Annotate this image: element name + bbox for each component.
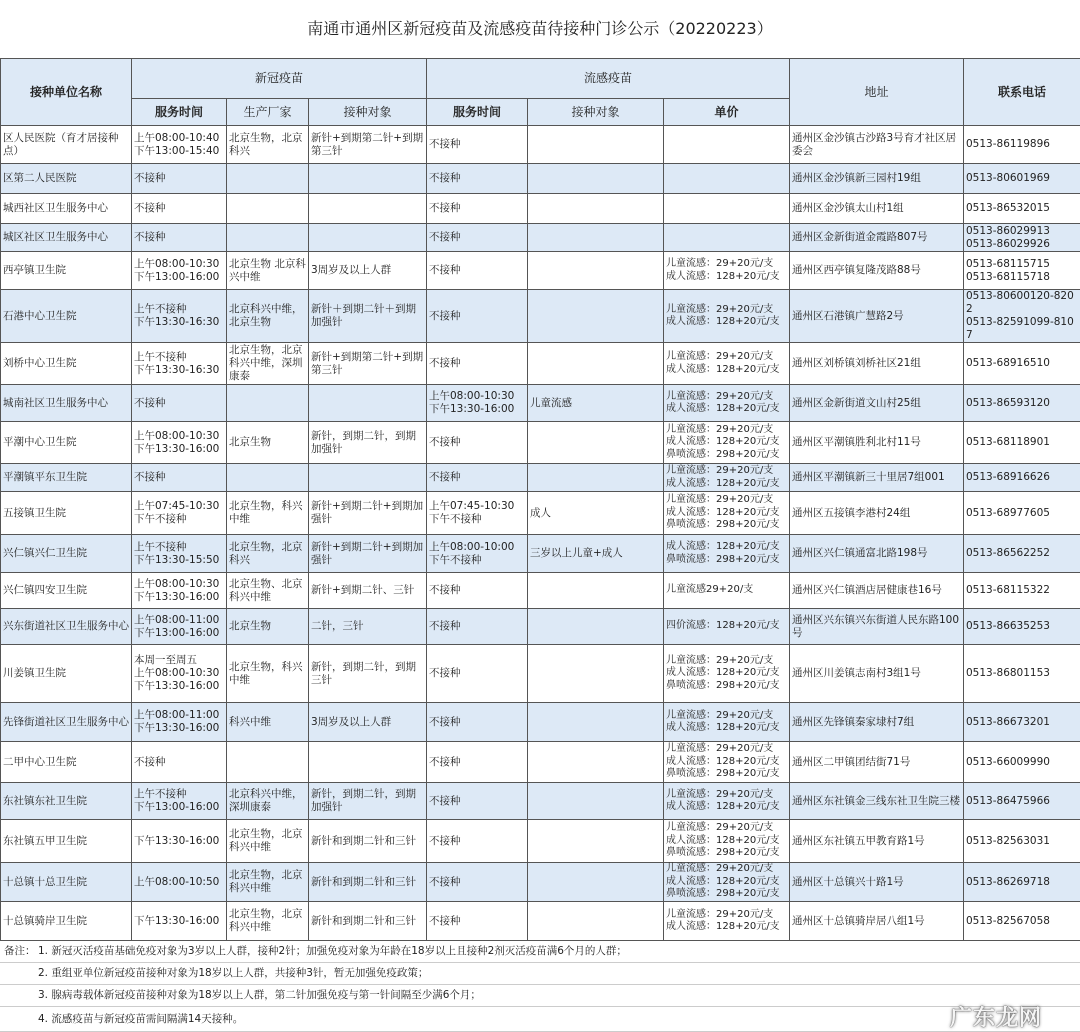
cell-covid-target — [309, 385, 427, 422]
cell-covid-time: 下午13:30-16:00 — [132, 902, 227, 941]
table-row — [1, 385, 1080, 422]
cell-flu-time: 上午08:00-10:00 下午不接种 — [427, 535, 528, 573]
notes-section — [0, 941, 1080, 1032]
cell-covid-time: 上午08:00-10:30 下午13:00-16:00 — [132, 252, 227, 290]
cell-phone: 0513-68916626 — [964, 464, 1080, 492]
cell-flu-price — [664, 224, 790, 252]
header-flu-price: 单价 — [664, 99, 790, 126]
cell-flu-time: 上午08:00-10:30 下午13:30-16:00 — [427, 385, 528, 422]
cell-flu-price: 儿童流感：29+20元/支 成人流感：128+20元/支 — [664, 252, 790, 290]
cell-phone: 0513-86673201 — [964, 703, 1080, 742]
cell-covid-maker: 北京生物 — [227, 609, 309, 645]
note-item: 2. 重组亚单位新冠疫苗接种对象为18岁以上人群，共接种3针，暂无加强免疫政策； — [0, 963, 1080, 985]
cell-flu-time: 不接种 — [427, 703, 528, 742]
cell-phone: 0513-80601969 — [964, 164, 1080, 194]
cell-flu-target — [528, 645, 664, 703]
cell-covid-target: 新针+到期第二针+到期第三针 — [309, 343, 427, 385]
cell-flu-time: 不接种 — [427, 609, 528, 645]
cell-covid-time: 不接种 — [132, 385, 227, 422]
cell-covid-maker: 北京生物，科兴中维 — [227, 645, 309, 703]
cell-flu-price: 儿童流感：29+20元/支 成人流感：128+20元/支 鼻喷流感：298+20元/支 — [664, 492, 790, 535]
cell-phone: 0513-82563031 — [964, 820, 1080, 863]
cell-flu-price — [664, 164, 790, 194]
cell-flu-time: 不接种 — [427, 194, 528, 224]
cell-flu-time: 不接种 — [427, 252, 528, 290]
cell-covid-maker — [227, 385, 309, 422]
table-row — [1, 863, 1080, 902]
cell-unit-name: 五接镇卫生院 — [1, 492, 132, 535]
cell-flu-time: 不接种 — [427, 573, 528, 609]
table-row — [1, 783, 1080, 820]
cell-phone: 0513-68118901 — [964, 422, 1080, 464]
cell-address: 通州区东社镇五甲教育路1号 — [790, 820, 964, 863]
cell-unit-name: 先锋街道社区卫生服务中心 — [1, 703, 132, 742]
cell-flu-price: 儿童流感：29+20元/支 成人流感：128+20元/支 鼻喷流感：298+20元/支 — [664, 645, 790, 703]
header-covid-maker: 生产厂家 — [227, 99, 309, 126]
cell-address: 通州区川姜镇志南村3组1号 — [790, 645, 964, 703]
table-body — [1, 126, 1080, 941]
cell-phone: 0513-86635253 — [964, 609, 1080, 645]
cell-covid-target: 二针，三针 — [309, 609, 427, 645]
cell-covid-maker: 北京生物 — [227, 422, 309, 464]
note-item — [0, 941, 1080, 963]
cell-flu-price: 儿童流感：29+20元/支 成人流感：128+20元/支 — [664, 385, 790, 422]
cell-flu-time: 不接种 — [427, 464, 528, 492]
table-row — [1, 343, 1080, 385]
cell-phone: 0513-86801153 — [964, 645, 1080, 703]
cell-covid-maker — [227, 194, 309, 224]
cell-phone: 0513-82567058 — [964, 902, 1080, 941]
cell-covid-target: 新针＋到期二针＋到期加强针 — [309, 290, 427, 343]
cell-covid-maker — [227, 224, 309, 252]
cell-covid-maker: 北京生物，北京科兴 — [227, 535, 309, 573]
page-title: 南通市通州区新冠疫苗及流感疫苗待接种门诊公示（20220223） — [0, 0, 1080, 58]
cell-unit-name: 兴仁镇四安卫生院 — [1, 573, 132, 609]
cell-flu-target — [528, 252, 664, 290]
cell-phone: 0513-80600120-8202 0513-82591099-8107 — [964, 290, 1080, 343]
cell-phone: 0513-68977605 — [964, 492, 1080, 535]
note-item: 3. 腺病毒载体新冠疫苗接种对象为18岁以上人群，第二针加强免疫与第一针间隔至少满6个月； — [0, 985, 1080, 1007]
cell-covid-maker: 北京生物，科兴中维 — [227, 492, 309, 535]
cell-address: 通州区十总镇兴十路1号 — [790, 863, 964, 902]
cell-covid-time: 上午08:00-10:30 下午13:30-16:00 — [132, 422, 227, 464]
cell-address: 通州区兴东镇兴东街道人民东路100号 — [790, 609, 964, 645]
cell-covid-target: 新针+到期二针+到期加强针 — [309, 535, 427, 573]
cell-covid-time: 不接种 — [132, 194, 227, 224]
cell-covid-maker — [227, 464, 309, 492]
cell-address: 通州区金沙镇太山村1组 — [790, 194, 964, 224]
cell-covid-maker: 北京生物，北京科兴中维 — [227, 820, 309, 863]
cell-flu-price: 儿童流感：29+20元/支 成人流感：128+20元/支 鼻喷流感：298+20元/支 — [664, 820, 790, 863]
table-row — [1, 126, 1080, 164]
header-covid-time: 服务时间 — [132, 99, 227, 126]
cell-flu-target — [528, 703, 664, 742]
cell-covid-time: 下午13:30-16:00 — [132, 820, 227, 863]
table-row — [1, 464, 1080, 492]
cell-flu-price: 儿童流感29+20/支 — [664, 573, 790, 609]
cell-unit-name: 东社镇东社卫生院 — [1, 783, 132, 820]
notes-label: 备注： — [0, 941, 38, 962]
cell-covid-target: 新针和到期二针和三针 — [309, 863, 427, 902]
header-flu-time: 服务时间 — [427, 99, 528, 126]
header-covid-group: 新冠疫苗 — [132, 59, 427, 99]
table-row — [1, 645, 1080, 703]
cell-covid-maker: 北京科兴中维，北京生物 — [227, 290, 309, 343]
cell-flu-target — [528, 164, 664, 194]
cell-flu-target — [528, 783, 664, 820]
cell-unit-name: 兴东街道社区卫生服务中心 — [1, 609, 132, 645]
cell-unit-name: 西亭镇卫生院 — [1, 252, 132, 290]
cell-phone: 0513-86475966 — [964, 783, 1080, 820]
cell-unit-name: 十总镇十总卫生院 — [1, 863, 132, 902]
cell-phone: 0513-68115322 — [964, 573, 1080, 609]
cell-covid-maker: 科兴中维 — [227, 703, 309, 742]
cell-covid-maker: 北京科兴中维，深圳康泰 — [227, 783, 309, 820]
cell-flu-time: 不接种 — [427, 290, 528, 343]
table-row — [1, 422, 1080, 464]
cell-covid-target: 新针，到期二针，到期加强针 — [309, 783, 427, 820]
cell-covid-time: 不接种 — [132, 164, 227, 194]
cell-flu-price — [664, 194, 790, 224]
cell-phone: 0513-86593120 — [964, 385, 1080, 422]
cell-flu-target — [528, 290, 664, 343]
cell-flu-time: 不接种 — [427, 742, 528, 783]
cell-flu-time: 不接种 — [427, 820, 528, 863]
cell-covid-target: 新针+到期二针+到期加强针 — [309, 492, 427, 535]
cell-covid-target: 3周岁及以上人群 — [309, 703, 427, 742]
note-text: 1. 新冠灭活疫苗基础免疫对象为3岁以上人群，接种2针；加强免疫对象为年龄在18岁以上且接种2剂灭活疫苗满6个月的人群； — [38, 945, 627, 957]
cell-covid-target: 新针，到期二针，到期加强针 — [309, 422, 427, 464]
cell-covid-maker: 北京生物，北京科兴中维 — [227, 902, 309, 941]
vaccination-clinic-table — [0, 58, 1080, 941]
cell-covid-time: 上午07:45-10:30 下午不接种 — [132, 492, 227, 535]
cell-flu-price: 儿童流感：29+20元/支 成人流感：128+20元/支 — [664, 343, 790, 385]
cell-address: 通州区东社镇金三线东社卫生院三楼 — [790, 783, 964, 820]
cell-covid-time: 上午08:00-10:50 — [132, 863, 227, 902]
cell-flu-price: 儿童流感：29+20元/支 成人流感：128+20元/支 — [664, 902, 790, 941]
cell-flu-price: 儿童流感：29+20元/支 成人流感：128+20元/支 鼻喷流感：298+20元/支 — [664, 422, 790, 464]
cell-phone: 0513-86562252 — [964, 535, 1080, 573]
cell-phone: 0513-86269718 — [964, 863, 1080, 902]
cell-unit-name: 石港中心卫生院 — [1, 290, 132, 343]
cell-covid-target: 新针+到期二针、三针 — [309, 573, 427, 609]
cell-flu-price: 儿童流感：29+20元/支 成人流感：128+20元/支 鼻喷流感：298+20元/支 — [664, 863, 790, 902]
table-row — [1, 703, 1080, 742]
table-row — [1, 902, 1080, 941]
cell-covid-target: 新针和到期二针和三针 — [309, 902, 427, 941]
cell-address: 通州区兴仁镇酒店居健康巷16号 — [790, 573, 964, 609]
cell-flu-time: 不接种 — [427, 126, 528, 164]
cell-unit-name: 城西社区卫生服务中心 — [1, 194, 132, 224]
cell-flu-target — [528, 126, 664, 164]
table-row — [1, 492, 1080, 535]
watermark: 广东龙网 — [950, 1007, 1042, 1031]
cell-covid-time: 不接种 — [132, 464, 227, 492]
cell-flu-time: 不接种 — [427, 863, 528, 902]
cell-covid-maker — [227, 742, 309, 783]
cell-address: 通州区石港镇广慧路2号 — [790, 290, 964, 343]
cell-flu-price — [664, 126, 790, 164]
cell-covid-target — [309, 464, 427, 492]
cell-covid-target: 新针，到期二针，到期三针 — [309, 645, 427, 703]
cell-address: 通州区刘桥镇刘桥社区21组 — [790, 343, 964, 385]
cell-unit-name: 川姜镇卫生院 — [1, 645, 132, 703]
cell-covid-maker: 北京生物，北京科兴 — [227, 126, 309, 164]
cell-covid-time: 上午不接种 下午13:00-16:00 — [132, 783, 227, 820]
cell-covid-target — [309, 164, 427, 194]
cell-flu-target: 成人 — [528, 492, 664, 535]
cell-address: 通州区金沙镇古沙路3号育才社区居委会 — [790, 126, 964, 164]
cell-unit-name: 平潮中心卫生院 — [1, 422, 132, 464]
header-address: 地址 — [790, 59, 964, 126]
cell-address: 通州区先锋镇秦家埭村7组 — [790, 703, 964, 742]
cell-flu-target: 儿童流感 — [528, 385, 664, 422]
cell-unit-name: 平潮镇平东卫生院 — [1, 464, 132, 492]
cell-unit-name: 二甲中心卫生院 — [1, 742, 132, 783]
cell-address: 通州区西亭镇复隆茂路88号 — [790, 252, 964, 290]
cell-phone: 0513-86029913 0513-86029926 — [964, 224, 1080, 252]
cell-address: 通州区金新街道文山村25组 — [790, 385, 964, 422]
cell-covid-time: 上午08:00-10:30 下午13:30-16:00 — [132, 573, 227, 609]
cell-address: 通州区金新街道金霞路807号 — [790, 224, 964, 252]
cell-flu-time: 不接种 — [427, 645, 528, 703]
cell-flu-target — [528, 863, 664, 902]
cell-covid-time: 上午不接种 下午13:30-16:30 — [132, 343, 227, 385]
cell-flu-time: 不接种 — [427, 343, 528, 385]
cell-flu-time: 不接种 — [427, 164, 528, 194]
cell-flu-target — [528, 902, 664, 941]
cell-phone: 0513-66009990 — [964, 742, 1080, 783]
cell-unit-name: 刘桥中心卫生院 — [1, 343, 132, 385]
cell-covid-maker: 北京生物，北京科兴中维 — [227, 863, 309, 902]
cell-address: 通州区兴仁镇通富北路198号 — [790, 535, 964, 573]
table-row — [1, 194, 1080, 224]
cell-address: 通州区二甲镇团结街71号 — [790, 742, 964, 783]
cell-phone: 0513-68916510 — [964, 343, 1080, 385]
cell-unit-name: 东社镇五甲卫生院 — [1, 820, 132, 863]
cell-flu-target — [528, 224, 664, 252]
cell-covid-target — [309, 742, 427, 783]
cell-covid-maker: 北京生物 北京科兴中维 — [227, 252, 309, 290]
header-flu-group: 流感疫苗 — [427, 59, 790, 99]
table-row — [1, 252, 1080, 290]
header-phone: 联系电话 — [964, 59, 1080, 126]
cell-flu-time: 不接种 — [427, 902, 528, 941]
header-covid-target: 接种对象 — [309, 99, 427, 126]
cell-covid-maker: 北京生物、北京科兴中维 — [227, 573, 309, 609]
cell-unit-name: 十总镇骑岸卫生院 — [1, 902, 132, 941]
cell-address: 通州区五接镇李港村24组 — [790, 492, 964, 535]
cell-covid-maker — [227, 164, 309, 194]
cell-address: 通州区平潮镇胜利北村11号 — [790, 422, 964, 464]
cell-covid-time: 上午08:00-11:00 下午13:00-16:00 — [132, 609, 227, 645]
cell-flu-time: 上午07:45-10:30 下午不接种 — [427, 492, 528, 535]
cell-unit-name: 区人民医院（育才居接种点） — [1, 126, 132, 164]
cell-covid-time: 不接种 — [132, 742, 227, 783]
table-row — [1, 224, 1080, 252]
cell-covid-time: 上午不接种 下午13:30-16:30 — [132, 290, 227, 343]
cell-flu-target — [528, 820, 664, 863]
cell-flu-target — [528, 573, 664, 609]
cell-phone: 0513-86532015 — [964, 194, 1080, 224]
cell-flu-target: 三岁以上儿童+成人 — [528, 535, 664, 573]
cell-flu-target — [528, 464, 664, 492]
table-row — [1, 164, 1080, 194]
cell-flu-price: 成人流感：128+20元/支 鼻喷流感：298+20元/支 — [664, 535, 790, 573]
cell-unit-name: 兴仁镇兴仁卫生院 — [1, 535, 132, 573]
cell-flu-target — [528, 742, 664, 783]
cell-flu-time: 不接种 — [427, 224, 528, 252]
cell-address: 通州区金沙镇新三园村19组 — [790, 164, 964, 194]
cell-unit-name: 城南社区卫生服务中心 — [1, 385, 132, 422]
cell-address: 通州区平潮镇新三十里居7组001 — [790, 464, 964, 492]
cell-flu-price: 儿童流感：29+20元/支 成人流感：128+20元/支 — [664, 703, 790, 742]
cell-covid-time: 本周一至周五 上午08:00-10:30 下午13:30-16:00 — [132, 645, 227, 703]
cell-flu-time: 不接种 — [427, 783, 528, 820]
cell-flu-target — [528, 422, 664, 464]
cell-covid-target: 新针和到期二针和三针 — [309, 820, 427, 863]
table-row — [1, 535, 1080, 573]
cell-unit-name: 区第二人民医院 — [1, 164, 132, 194]
cell-covid-time: 上午08:00-11:00 下午13:30-16:00 — [132, 703, 227, 742]
cell-address: 通州区十总镇骑岸居八组1号 — [790, 902, 964, 941]
cell-flu-target — [528, 194, 664, 224]
cell-covid-time: 上午不接种 下午13:30-15:50 — [132, 535, 227, 573]
cell-flu-price: 四价流感：128+20元/支 — [664, 609, 790, 645]
cell-flu-time: 不接种 — [427, 422, 528, 464]
cell-covid-target: 新针+到期第二针+到期第三针 — [309, 126, 427, 164]
table-row — [1, 573, 1080, 609]
cell-covid-maker: 北京生物，北京科兴中维，深圳康泰 — [227, 343, 309, 385]
note-text: 4. 流感疫苗与新冠疫苗需间隔满14天接种。 — [38, 1009, 243, 1030]
cell-phone: 0513-68115715 0513-68115718 — [964, 252, 1080, 290]
cell-covid-time: 不接种 — [132, 224, 227, 252]
table-row — [1, 820, 1080, 863]
note-item — [0, 1007, 1080, 1032]
cell-flu-target — [528, 343, 664, 385]
cell-flu-target — [528, 609, 664, 645]
header-unit-name: 接种单位名称 — [1, 59, 132, 126]
table-row — [1, 742, 1080, 783]
cell-flu-price: 儿童流感：29+20元/支 成人流感：128+20元/支 — [664, 290, 790, 343]
cell-flu-price: 儿童流感：29+20元/支 成人流感：128+20元/支 鼻喷流感：298+20元/支 — [664, 742, 790, 783]
cell-covid-target — [309, 194, 427, 224]
header-flu-target: 接种对象 — [528, 99, 664, 126]
cell-flu-price: 儿童流感：29+20元/支 成人流感：128+20元/支 — [664, 783, 790, 820]
cell-unit-name: 城区社区卫生服务中心 — [1, 224, 132, 252]
cell-covid-target: 3周岁及以上人群 — [309, 252, 427, 290]
table-row — [1, 609, 1080, 645]
cell-covid-time: 上午08:00-10:40 下午13:00-15:40 — [132, 126, 227, 164]
cell-covid-target — [309, 224, 427, 252]
cell-phone: 0513-86119896 — [964, 126, 1080, 164]
cell-flu-price: 儿童流感：29+20元/支 成人流感：128+20元/支 — [664, 464, 790, 492]
table-row — [1, 290, 1080, 343]
